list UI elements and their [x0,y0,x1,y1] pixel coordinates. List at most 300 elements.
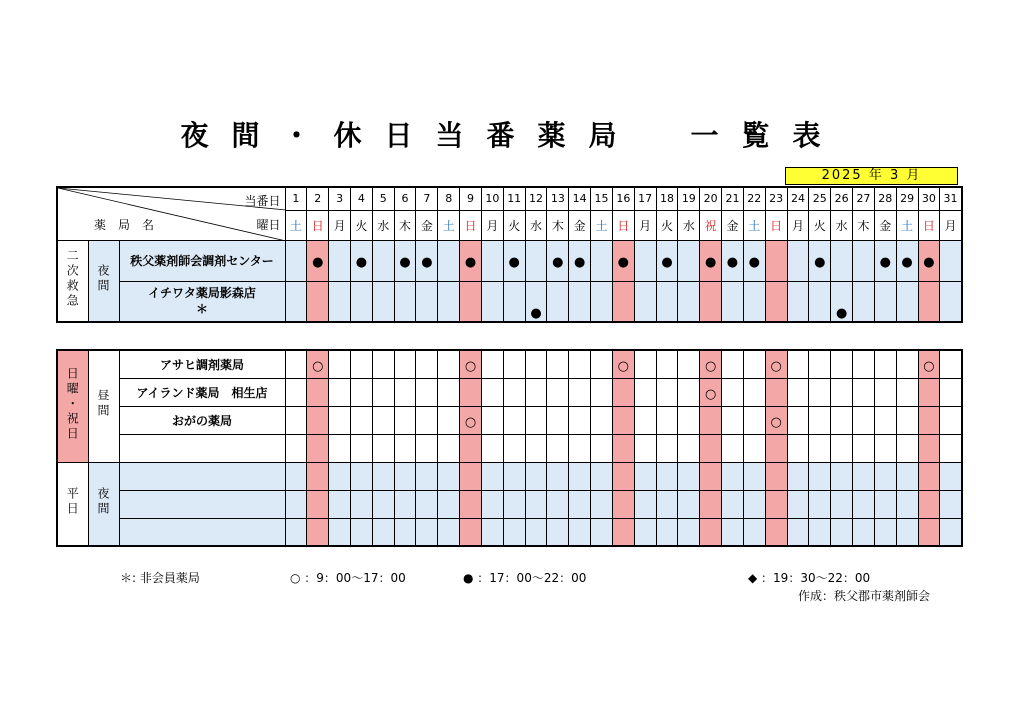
duty-cell [700,350,722,378]
duty-cell [547,518,569,546]
duty-cell [853,350,875,378]
duty-cell [722,462,744,490]
duty-cell [874,490,896,518]
duty-cell [918,350,940,378]
weekday-cell: 土 [591,210,613,240]
filled-circle-icon: ● [814,255,826,270]
day-number-cell: 22 [743,187,765,210]
duty-cell [612,378,634,406]
weekday-cell: 火 [809,210,831,240]
duty-cell [460,281,482,322]
weekday-group-label [57,462,88,546]
duty-cell [831,490,853,518]
duty-cell [678,434,700,462]
duty-cell [503,281,525,322]
duty-cell [416,462,438,490]
duty-cell [787,281,809,322]
day-number-cell: 23 [765,187,787,210]
duty-cell [831,240,853,281]
duty-cell [853,406,875,434]
filled-circle-icon: ● [748,255,760,270]
night-text: 夜間 [96,263,110,294]
secondary-emergency-text: 二次救急 [65,248,80,309]
night-label [88,240,119,322]
night-emergency-table [56,186,963,323]
day-number-cell: 29 [896,187,918,210]
duty-cell [765,518,787,546]
day-number-cell: 10 [481,187,503,210]
weekday-cell: 水 [831,210,853,240]
duty-cell [350,490,372,518]
duty-cell [678,490,700,518]
duty-cell [700,462,722,490]
duty-cell [547,490,569,518]
weekday-cell: 金 [722,210,744,240]
duty-cell [350,462,372,490]
duty-cell [503,378,525,406]
duty-cell [460,350,482,378]
duty-cell [809,378,831,406]
duty-cell [831,462,853,490]
duty-cell [743,490,765,518]
duty-cell [743,281,765,322]
daytime-text: 昼間 [96,389,110,420]
weekday-cell: 日 [918,210,940,240]
duty-cell [329,240,351,281]
duty-cell [372,518,394,546]
legend-filled-circle: ● ：17：00〜22：00 [463,571,587,585]
duty-cell [307,281,329,322]
legend-diamond: ◆ ：19：30〜22：00 [748,571,871,585]
day-number-cell: 13 [547,187,569,210]
weekday-cell: 日 [765,210,787,240]
duty-cell [940,240,962,281]
duty-cell [285,462,307,490]
duty-cell [874,462,896,490]
duty-cell [394,434,416,462]
duty-cell [438,434,460,462]
day-number-cell: 1 [285,187,307,210]
filled-circle-icon: ● [923,255,935,270]
duty-cell [525,490,547,518]
duty-cell [438,406,460,434]
duty-cell [503,434,525,462]
day-number-cell: 14 [569,187,591,210]
duty-cell [612,406,634,434]
duty-cell [481,434,503,462]
duty-cell [460,434,482,462]
duty-cell [569,350,591,378]
pharmacy-name-cell [119,350,285,378]
weekday-cell: 日 [460,210,482,240]
pharmacy-name-cell [119,490,285,518]
duty-cell [896,462,918,490]
duty-cell [787,350,809,378]
duty-cell [394,240,416,281]
duty-cell [765,462,787,490]
duty-cell [481,240,503,281]
day-number-cell: 18 [656,187,678,210]
nighttime-label [88,462,119,546]
duty-cell [765,490,787,518]
day-number-cell: 20 [700,187,722,210]
filled-circle-icon: ● [901,255,913,270]
duty-cell [678,378,700,406]
duty-cell [612,434,634,462]
duty-cell [525,281,547,322]
duty-cell [329,518,351,546]
duty-cell [372,434,394,462]
duty-cell [285,350,307,378]
day-number-cell: 12 [525,187,547,210]
duty-cell [853,462,875,490]
weekday-cell: 土 [285,210,307,240]
duty-cell [787,406,809,434]
duty-cell [547,378,569,406]
duty-cell [591,378,613,406]
duty-cell [350,350,372,378]
duty-cell [481,518,503,546]
weekday-cell: 土 [896,210,918,240]
duty-cell [569,434,591,462]
duty-cell [503,406,525,434]
duty-cell [809,240,831,281]
duty-cell [350,434,372,462]
duty-cell [787,490,809,518]
duty-cell [743,518,765,546]
duty-cell [809,281,831,322]
duty-cell [612,490,634,518]
duty-cell [765,406,787,434]
duty-cell [307,240,329,281]
day-number-cell: 11 [503,187,525,210]
duty-cell [940,378,962,406]
duty-cell [874,434,896,462]
day-number-cell: 28 [874,187,896,210]
duty-cell [307,406,329,434]
duty-cell [700,490,722,518]
duty-cell [569,240,591,281]
day-number-cell: 26 [831,187,853,210]
duty-cell [656,518,678,546]
duty-cell [307,518,329,546]
duty-cell [394,518,416,546]
duty-cell [940,462,962,490]
duty-cell [329,490,351,518]
duty-cell [918,518,940,546]
duty-cell [874,281,896,322]
nighttime-text: 夜間 [96,486,110,517]
day-number-cell: 21 [722,187,744,210]
day-number-cell: 19 [678,187,700,210]
pharmacy-name-cell [119,406,285,434]
weekday-cell: 水 [525,210,547,240]
duty-cell [918,240,940,281]
duty-cell [634,518,656,546]
duty-cell [896,281,918,322]
duty-cell [787,240,809,281]
duty-cell [634,490,656,518]
duty-cell [918,378,940,406]
duty-cell [918,490,940,518]
duty-cell [634,406,656,434]
duty-cell [940,281,962,322]
duty-cell [809,434,831,462]
duty-cell [678,350,700,378]
day-number-cell: 15 [591,187,613,210]
weekday-cell: 土 [743,210,765,240]
duty-cell [940,490,962,518]
duty-cell [678,518,700,546]
duty-cell [656,490,678,518]
duty-cell [307,378,329,406]
filled-circle-icon: ● [661,255,673,270]
duty-cell [503,490,525,518]
duty-cell [634,378,656,406]
duty-cell [656,281,678,322]
duty-cell [416,240,438,281]
duty-cell [656,434,678,462]
duty-cell [285,378,307,406]
duty-cell [656,462,678,490]
open-circle-icon: ○ [923,358,935,374]
open-circle-icon: ○ [704,358,717,374]
day-number-cell: 31 [940,187,962,210]
duty-cell [372,240,394,281]
duty-cell [874,378,896,406]
duty-cell [416,518,438,546]
duty-cell [634,350,656,378]
duty-cell [525,434,547,462]
duty-cell [700,281,722,322]
weekday-cell: 金 [416,210,438,240]
duty-cell [525,350,547,378]
duty-cell [940,350,962,378]
weekday-group-text: 平日 [65,486,80,517]
duty-cell [547,462,569,490]
duty-cell [896,406,918,434]
duty-cell [547,406,569,434]
duty-cell [612,462,634,490]
pharmacy-name: イチワタ薬局影森店 [148,286,256,301]
duty-cell [809,350,831,378]
day-number-cell: 27 [853,187,875,210]
weekday-cell: 月 [481,210,503,240]
duty-cell [743,240,765,281]
weekday-cell: 月 [329,210,351,240]
non-member-mark: ＊ [195,302,208,317]
day-number-cell: 25 [809,187,831,210]
duty-cell [503,240,525,281]
duty-cell [481,350,503,378]
duty-cell [853,281,875,322]
duty-cell [634,462,656,490]
duty-cell [394,406,416,434]
pharmacy-name-cell [119,518,285,546]
duty-cell [940,518,962,546]
weekday-cell: 金 [569,210,591,240]
filled-circle-icon: ● [464,255,477,270]
duty-cell [700,378,722,406]
duty-cell [809,406,831,434]
duty-cell [416,490,438,518]
duty-cell [853,434,875,462]
duty-cell [394,281,416,322]
duty-cell [372,350,394,378]
duty-cell [591,462,613,490]
filled-circle-icon: ● [552,255,564,270]
duty-cell [612,240,634,281]
duty-cell [612,350,634,378]
duty-cell [350,240,372,281]
legend-non-member: ＊: 非会員薬局 [120,571,200,585]
pharmacy-name-label: 薬局名 [94,217,167,232]
duty-cell [525,240,547,281]
day-number-cell: 6 [394,187,416,210]
duty-cell [896,378,918,406]
author-credit: 作成：秩父郡市薬剤師会 [798,589,931,603]
duty-cell [634,434,656,462]
duty-cell [743,406,765,434]
duty-cell [700,518,722,546]
duty-cell [481,406,503,434]
page-title: 夜間・休日当番薬局 一覧表 [180,119,844,152]
duty-cell [918,462,940,490]
duty-cell [722,281,744,322]
weekday-label: 曜日 [256,217,281,232]
duty-cell [831,350,853,378]
duty-cell [634,240,656,281]
day-number-cell: 4 [350,187,372,210]
duty-cell [438,281,460,322]
filled-circle-icon: ● [726,255,739,270]
pharmacy-name-cell [119,378,285,406]
duty-cell [853,378,875,406]
duty-cell [743,350,765,378]
duty-cell [285,281,307,322]
duty-cell [329,378,351,406]
duty-cell [765,434,787,462]
day-number-cell: 9 [460,187,482,210]
duty-cell [350,281,372,322]
filled-circle-icon: ● [421,255,433,270]
sunday-holiday-label [57,350,88,462]
weekday-cell: 月 [940,210,962,240]
weekday-cell: 火 [503,210,525,240]
duty-cell [874,518,896,546]
duty-cell [372,281,394,322]
duty-cell [787,378,809,406]
day-number-cell: 8 [438,187,460,210]
day-number-cell: 2 [307,187,329,210]
duty-cell [416,350,438,378]
duty-cell [787,518,809,546]
duty-cell [896,490,918,518]
duty-cell [743,434,765,462]
duty-cell [809,462,831,490]
duty-cell [329,281,351,322]
pharmacy-name: アイランド薬局 相生店 [136,385,268,400]
duty-cell [416,406,438,434]
duty-cell [285,434,307,462]
duty-cell [831,378,853,406]
duty-cell [896,518,918,546]
duty-cell [612,281,634,322]
duty-cell [853,240,875,281]
duty-cell [678,240,700,281]
duty-cell [350,518,372,546]
duty-cell [547,350,569,378]
duty-cell [285,406,307,434]
duty-cell [329,434,351,462]
day-number-cell: 3 [329,187,351,210]
weekday-cell: 祝 [700,210,722,240]
day-number-cell: 30 [918,187,940,210]
filled-circle-icon: ● [312,255,324,270]
duty-cell [722,240,744,281]
duty-cell [525,378,547,406]
filled-circle-icon: ● [879,255,891,270]
duty-cell [918,406,940,434]
duty-cell [743,462,765,490]
duty-cell [372,378,394,406]
secondary-emergency-label [57,240,88,322]
duty-cell [569,518,591,546]
pharmacy-name: アサヒ調剤薬局 [159,357,244,372]
duty-cell [853,490,875,518]
open-circle-icon: ○ [770,414,782,430]
duty-cell [372,490,394,518]
duty-cell [722,406,744,434]
day-number-cell: 16 [612,187,634,210]
duty-cell [591,490,613,518]
duty-cell [416,434,438,462]
duty-cell [525,406,547,434]
sunday-holiday-text: 日曜・祝日 [65,366,80,442]
duty-cell [285,240,307,281]
duty-cell [460,490,482,518]
filled-circle-icon: ● [399,255,411,270]
duty-cell [307,490,329,518]
duty-cell [831,406,853,434]
duty-cell [481,490,503,518]
filled-circle-icon: ● [508,255,520,270]
duty-cell [569,490,591,518]
duty-cell [831,281,853,322]
duty-cell [678,462,700,490]
duty-cell [525,518,547,546]
filled-circle-icon: ● [617,255,629,270]
duty-cell [460,406,482,434]
weekday-cell: 木 [394,210,416,240]
duty-cell [460,240,482,281]
duty-cell [591,406,613,434]
duty-cell [460,462,482,490]
open-circle-icon: ○ [617,358,629,374]
weekday-cell: 土 [438,210,460,240]
duty-cell [329,462,351,490]
duty-cell [700,406,722,434]
duty-cell [569,281,591,322]
duty-cell [656,378,678,406]
duty-cell [765,350,787,378]
duty-cell [547,240,569,281]
duty-cell [416,281,438,322]
open-circle-icon: ○ [464,414,477,430]
duty-cell [503,518,525,546]
duty-cell [372,462,394,490]
duty-cell [394,462,416,490]
